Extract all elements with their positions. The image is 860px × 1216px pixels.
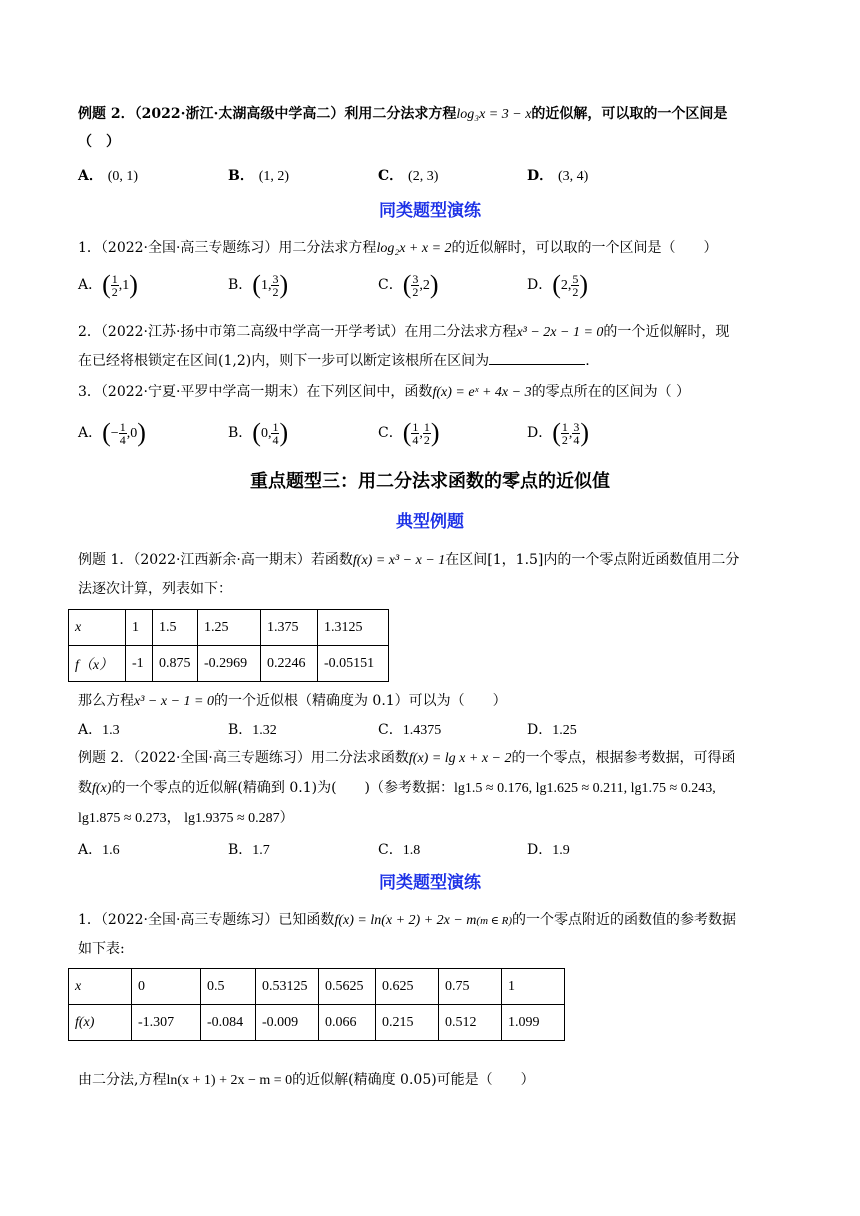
table-cell: 0.75 [439, 969, 502, 1005]
table-cell: 1.5 [153, 610, 198, 646]
table-cell: x [69, 610, 126, 646]
option-b: B．1.7 [228, 842, 270, 858]
practice-q1-line2: 如下表: [78, 941, 125, 957]
table-cell: 1.375 [261, 610, 318, 646]
practice-2-question: 2．（2022·江苏·扬中市第二高级中学高一开学考试）在用二分法求方程x³ − 2x − 1 = 0的一个近似解时，现 [78, 324, 730, 340]
equation: f(x) = lg x + x − 2 [408, 751, 512, 766]
example-2-question [78, 104, 727, 125]
answer-paren: （ ） [78, 134, 120, 150]
option-a: A．1.6 [78, 842, 120, 858]
equation: f(x) = eˣ + 4x − 3 [432, 385, 532, 400]
table-cell: 0.875 [153, 646, 198, 682]
equation: f(x) = x³ − x − 1 [352, 553, 446, 568]
table-row [69, 969, 565, 1005]
table-cell: x [69, 969, 132, 1005]
option-b: B．(1, $\frac{3}{2}$ ) [228, 270, 289, 299]
example-1-followup: 那么方程x³ − x − 1 = 0的一个近似根（精确度为 0.1）可以为（ ） [78, 693, 507, 709]
table-cell: 0.5 [201, 969, 256, 1005]
option-c: C．( $\frac{3}{2}$ ,2) [378, 270, 439, 299]
practice-q1-followup: 由二分法,方程ln(x + 1) + 2x − m = 0的近似解(精确度 0.05)可能是（ ） [78, 1072, 535, 1088]
option-d: D．1.9 [527, 842, 570, 858]
table-cell: 1.099 [502, 1005, 565, 1041]
heading-practice: 同类题型演练 [379, 201, 481, 221]
option-c: C．1.8 [378, 842, 421, 858]
section-heading: 重点题型三：用二分法求函数的零点的近似值 [250, 471, 610, 492]
data-table [68, 609, 389, 682]
option-d: D． (3, 4) [527, 168, 589, 184]
table-cell: 0.625 [376, 969, 439, 1005]
option-c: C． (2, 3) [378, 168, 439, 184]
table-cell: 1.3125 [318, 610, 389, 646]
example-2-question: 例题 2．（2022·全国·高三专题练习）用二分法求函数f(x) = lg x + x − 2的一个零点，根据参考数据，可得函 [78, 750, 736, 766]
table-cell: 1 [126, 610, 153, 646]
equation: x³ − 2x − 1 = 0 [516, 325, 604, 340]
table-cell: -0.084 [201, 1005, 256, 1041]
table-cell: 1.25 [198, 610, 261, 646]
practice-1-question: 1．（2022·全国·高三专题练习）用二分法求方程log₂x + x = 2的近似解时，可以取的一个区间是（ ） [78, 240, 718, 256]
equation: log₂x + x = 2 [376, 241, 452, 256]
option-d: D．(2, $\frac{5}{2}$ ) [527, 270, 589, 299]
option-d: D．( $\frac{1}{2}$ , $\frac{3}{4}$ ) [527, 418, 590, 447]
table-cell: 0.53125 [256, 969, 319, 1005]
table-cell: 0.215 [376, 1005, 439, 1041]
practice-q1-question: 1．（2022·全国·高三专题练习）已知函数f(x) = ln(x + 2) + 2x − m(m ∈ R)的一个零点附近的函数值的参考数据 [78, 912, 737, 928]
option-a: A．(− $\frac{1}{4}$ ,0) [78, 418, 146, 447]
option-a: A．( $\frac{1}{2}$ ,1) [78, 270, 138, 299]
option-b: B． (1, 2) [228, 168, 290, 184]
practice-3-question: 3．（2022·宁夏·平罗中学高一期末）在下列区间中，函数f(x) = eˣ + 4x − 3的零点所在的区间为（ ） [78, 384, 691, 400]
table-cell: f（x） [69, 646, 126, 682]
table-cell: 0.5625 [319, 969, 376, 1005]
table-cell: -0.009 [256, 1005, 319, 1041]
table-row [69, 610, 389, 646]
table-cell: -0.2969 [198, 646, 261, 682]
example-2-line3: lg1.875 ≈ 0.273， lg1.9375 ≈ 0.287） [78, 810, 294, 826]
example-1-question: 例题 1．（2022·江西新余·高一期末）若函数f(x) = x³ − x − 1在区间[1，1.5]内的一个零点附近函数值用二分 [78, 552, 740, 568]
option-b: B．(0, $\frac{1}{4}$ ) [228, 418, 289, 447]
option-b: B．1.32 [228, 722, 277, 738]
question-text: 例题 2．（2022·浙江·太湖高级中学高二）利用二分法求方程 [78, 106, 457, 122]
data-table [68, 968, 565, 1041]
table-cell: 0.066 [319, 1005, 376, 1041]
option-c: C．( $\frac{1}{4}$ , $\frac{1}{2}$ ) [378, 418, 440, 447]
example-1-line2: 法逐次计算，列表如下： [78, 581, 232, 597]
heading-typical-examples: 典型例题 [396, 512, 464, 532]
practice-2-line2: 在已经将根锁定在区间(1,2)内，则下一步可以断定该根所在区间为 . [78, 350, 590, 371]
equation: x³ − x − 1 = 0 [134, 694, 214, 709]
option-a: A． (0, 1) [78, 168, 139, 184]
table-cell: 0.512 [439, 1005, 502, 1041]
option-a: A．1.3 [78, 722, 120, 738]
table-row [69, 646, 389, 682]
table-cell: f(x) [69, 1005, 132, 1041]
example-2-line2: 数f(x)的一个零点的近似解(精确到 0.1)为( )（参考数据：lg1.5 ≈ 0.176, lg1.625 ≈ 0.211, lg1.75 ≈ 0.243, [78, 780, 716, 796]
option-c: C．1.4375 [378, 722, 442, 738]
table-cell: -1 [126, 646, 153, 682]
equation: log₃x = 3 − x [456, 107, 532, 122]
table-cell: 0.2246 [261, 646, 318, 682]
table-cell: -0.05151 [318, 646, 389, 682]
table-cell: -1.307 [132, 1005, 201, 1041]
table-cell: 1 [502, 969, 565, 1005]
table-row [69, 1005, 565, 1041]
question-text: 的近似解，可以取的一个区间是 [531, 106, 728, 122]
table-cell: 0 [132, 969, 201, 1005]
answer-blank [489, 350, 585, 365]
option-d: D．1.25 [527, 722, 577, 738]
heading-practice: 同类题型演练 [379, 873, 481, 893]
equation: ln(x + 1) + 2x − m = 0 [166, 1073, 293, 1088]
equation: f(x) = ln(x + 2) + 2x − m [334, 913, 477, 928]
